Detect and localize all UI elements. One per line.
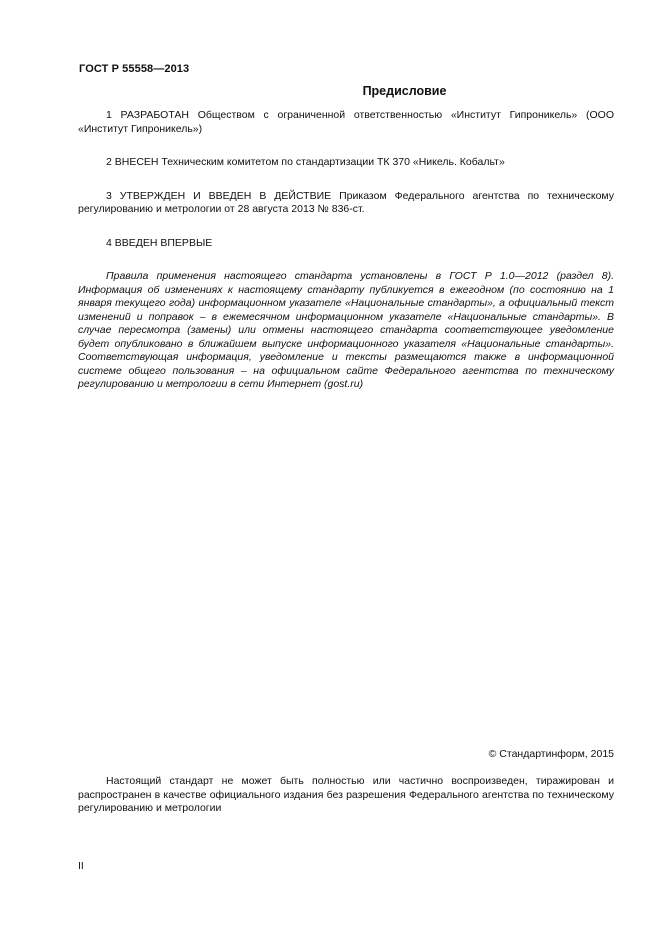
reproduction-notice: Настоящий стандарт не может быть полностью или частично воспроизведен, тиражирован и распространен в качестве официального издания без разрешения Федерального агентства по техническому регулированию и метрологии xyxy=(78,775,614,814)
page-number: II xyxy=(78,860,84,872)
section-heading-wrapper xyxy=(0,82,661,100)
paragraph-introduced-by: 2 ВНЕСЕН Техническим комитетом по стандартизации ТК 370 «Никель. Кобальт» xyxy=(106,156,505,168)
standard-code: ГОСТ Р 55558—2013 xyxy=(79,63,190,75)
paragraph-developed-by: 1 РАЗРАБОТАН Обществом с ограниченной ответственностью «Институт Гипроникель» (ООО «Институт Гипроникель») xyxy=(78,109,614,135)
paragraph-application-rules: Правила применения настоящего стандарта установлены в ГОСТ Р 1.0—2012 (раздел 8). Информация об изменениях к настоящему стандарту публикуется в ежегодном (по состоянию на 1 января текущего года) информационном указателе «Национальные стандарты», а официальный текст изменений и поправок – в ежемесячном информационном указателе «Национальные стандарты». В случае пересмотра (замены) или отмены настоящего стандарта соответствующее уведомление будет опубликовано в ближайшем выпуске информационного указателя «Национальные стандарты». Соответствующая информация, уведомление и тексты размещаются также в информационной системе общего пользования – на официальном сайте Федерального агентства по техническому регулированию и метрологии в сети Интернет (gost.ru) xyxy=(78,270,614,390)
foreword-body xyxy=(78,109,614,392)
paragraph-approved: 3 УТВЕРЖДЕН И ВВЕДЕН В ДЕЙСТВИЕ Приказом Федерального агентства по техническому регулированию и метрологии от 28 августа 2013 № 836-ст. xyxy=(78,189,614,215)
copyright-line: © Стандартинформ, 2015 xyxy=(488,748,614,760)
section-title: Предисловие xyxy=(362,84,447,98)
paragraph-first-introduced: 4 ВВЕДЕН ВПЕРВЫЕ xyxy=(106,236,213,249)
